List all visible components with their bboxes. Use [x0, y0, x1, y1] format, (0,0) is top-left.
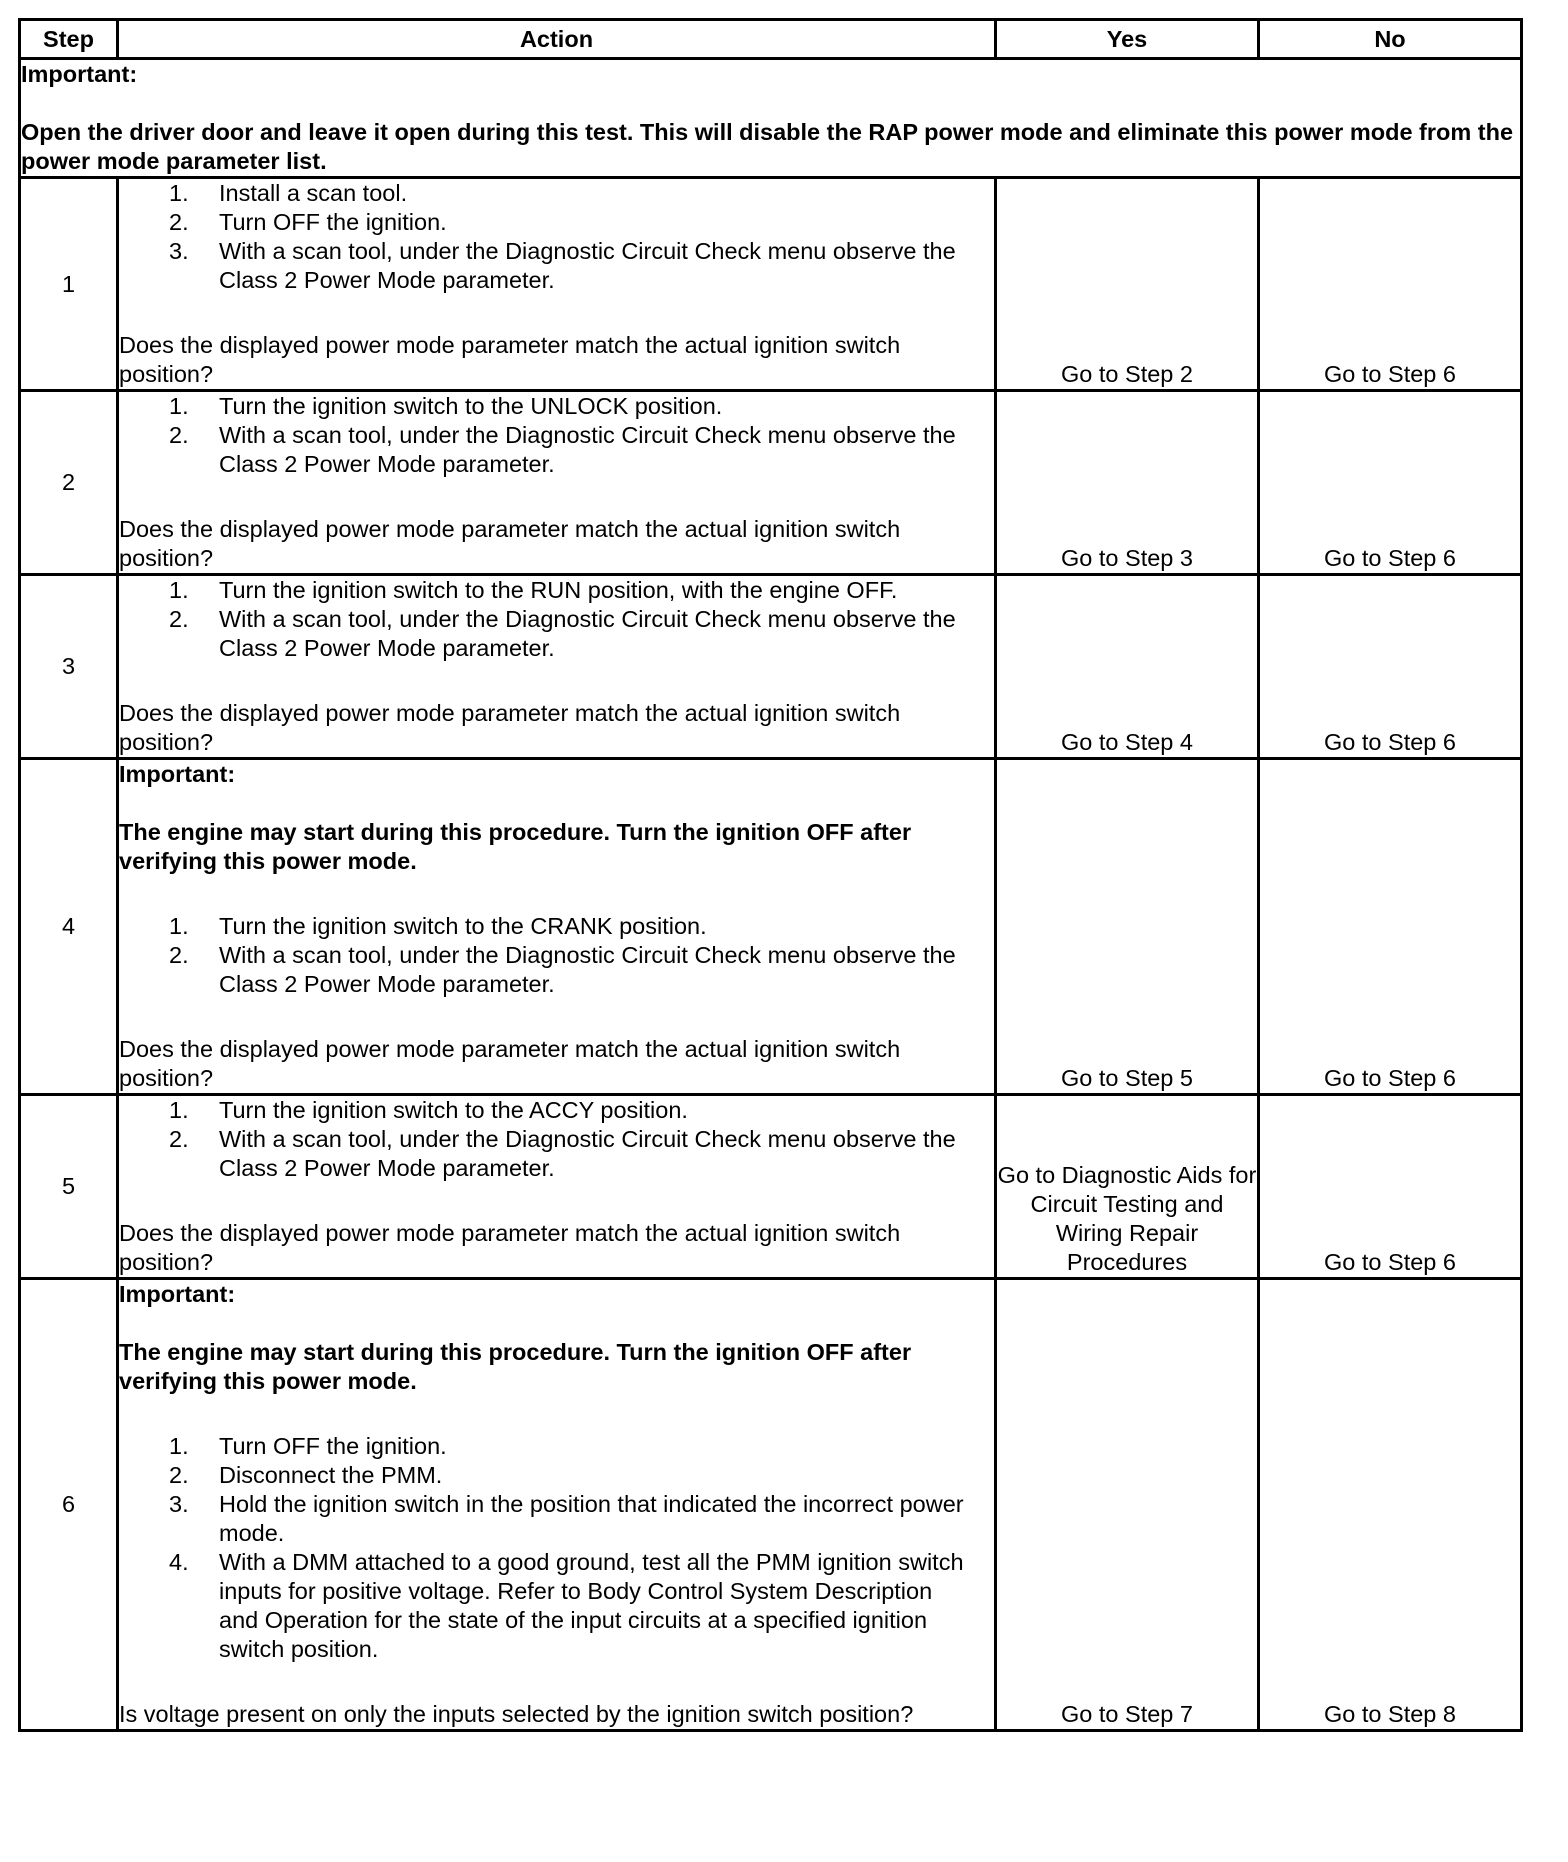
important-note-row — [20, 59, 1522, 178]
list-item: 1. Install a scan tool. — [169, 180, 408, 206]
header-no: No — [1259, 20, 1522, 59]
table-row-step-3 — [20, 575, 1522, 759]
question-text: Does the displayed power mode parameter match the actual ignition switch position? — [119, 1036, 901, 1091]
list-item: 2. With a scan tool, under the Diagnostic Circuit Check menu observe the Class 2 Power Mode parameter. — [169, 606, 956, 661]
no-result: Go to Step 8 — [1259, 1279, 1522, 1731]
yes-result: Go to Step 3 — [996, 391, 1259, 575]
important-note-title: Important: — [21, 61, 138, 87]
list-item: 4. With a DMM attached to a good ground, test all the PMM ignition switch inputs for positive voltage. Refer to Body Control System Description and Operation for the state of the input circuits at a specified ignition switch position. — [169, 1549, 964, 1662]
instruction-list — [119, 1096, 994, 1183]
list-item: 1. Turn the ignition switch to the RUN position, with the engine OFF. — [169, 577, 898, 603]
table-row-step-4 — [20, 759, 1522, 1095]
question-text: Does the displayed power mode parameter match the actual ignition switch position? — [119, 700, 901, 755]
action-cell — [118, 391, 996, 575]
no-result: Go to Step 6 — [1259, 575, 1522, 759]
action-cell — [118, 1095, 996, 1279]
header-yes: Yes — [996, 20, 1259, 59]
list-item: 1. Turn the ignition switch to the UNLOCK position. — [169, 393, 723, 419]
header-row — [20, 20, 1522, 59]
list-item: 1. Turn OFF the ignition. — [169, 1433, 447, 1459]
list-item: 1. Turn the ignition switch to the CRANK position. — [169, 913, 707, 939]
yes-result: Go to Diagnostic Aids for Circuit Testing and Wiring Repair Procedures — [996, 1095, 1259, 1279]
header-action: Action — [118, 20, 996, 59]
diagnostic-table — [18, 18, 1523, 1732]
yes-result: Go to Step 5 — [996, 759, 1259, 1095]
table-row-step-5 — [20, 1095, 1522, 1279]
step-number: 4 — [20, 759, 118, 1095]
step-number: 3 — [20, 575, 118, 759]
yes-result: Go to Step 7 — [996, 1279, 1259, 1731]
instruction-list — [119, 576, 994, 663]
table-row-step-1 — [20, 178, 1522, 391]
important-title: Important: — [119, 1281, 236, 1307]
list-item: 2. With a scan tool, under the Diagnostic Circuit Check menu observe the Class 2 Power Mode parameter. — [169, 942, 956, 997]
important-title: Important: — [119, 761, 236, 787]
list-item: 2. With a scan tool, under the Diagnostic Circuit Check menu observe the Class 2 Power Mode parameter. — [169, 1126, 956, 1181]
no-result: Go to Step 6 — [1259, 391, 1522, 575]
action-cell — [118, 759, 996, 1095]
table-row-step-6 — [20, 1279, 1522, 1731]
action-cell — [118, 1279, 996, 1731]
action-cell — [118, 178, 996, 391]
important-note — [20, 59, 1522, 178]
important-text: The engine may start during this procedure. Turn the ignition OFF after verifying this power mode. — [119, 819, 912, 874]
step-number: 2 — [20, 391, 118, 575]
yes-result: Go to Step 4 — [996, 575, 1259, 759]
list-item: 2. Disconnect the PMM. — [169, 1462, 443, 1488]
list-item: 2. Turn OFF the ignition. — [169, 209, 447, 235]
question-text: Is voltage present on only the inputs selected by the ignition switch position? — [119, 1701, 914, 1727]
instruction-list — [119, 392, 994, 479]
list-item: 1. Turn the ignition switch to the ACCY position. — [169, 1097, 688, 1123]
instruction-list — [119, 912, 994, 999]
question-text: Does the displayed power mode parameter match the actual ignition switch position? — [119, 516, 901, 571]
list-item: 3. With a scan tool, under the Diagnostic Circuit Check menu observe the Class 2 Power Mode parameter. — [169, 238, 956, 293]
header-step: Step — [20, 20, 118, 59]
step-number: 1 — [20, 178, 118, 391]
important-text: The engine may start during this procedure. Turn the ignition OFF after verifying this power mode. — [119, 1339, 912, 1394]
table-row-step-2 — [20, 391, 1522, 575]
no-result: Go to Step 6 — [1259, 178, 1522, 391]
step-number: 5 — [20, 1095, 118, 1279]
step-number: 6 — [20, 1279, 118, 1731]
instruction-list — [119, 1432, 994, 1664]
yes-result: Go to Step 2 — [996, 178, 1259, 391]
action-cell — [118, 575, 996, 759]
no-result: Go to Step 6 — [1259, 1095, 1522, 1279]
no-result: Go to Step 6 — [1259, 759, 1522, 1095]
important-note-text: Open the driver door and leave it open during this test. This will disable the RAP power mode and eliminate this power mode from the power mode parameter list. — [21, 119, 1514, 174]
question-text: Does the displayed power mode parameter match the actual ignition switch position? — [119, 1220, 901, 1275]
list-item: 3. Hold the ignition switch in the position that indicated the incorrect power mode. — [169, 1491, 964, 1546]
question-text: Does the displayed power mode parameter match the actual ignition switch position? — [119, 332, 901, 387]
instruction-list — [119, 179, 994, 295]
list-item: 2. With a scan tool, under the Diagnostic Circuit Check menu observe the Class 2 Power Mode parameter. — [169, 422, 956, 477]
